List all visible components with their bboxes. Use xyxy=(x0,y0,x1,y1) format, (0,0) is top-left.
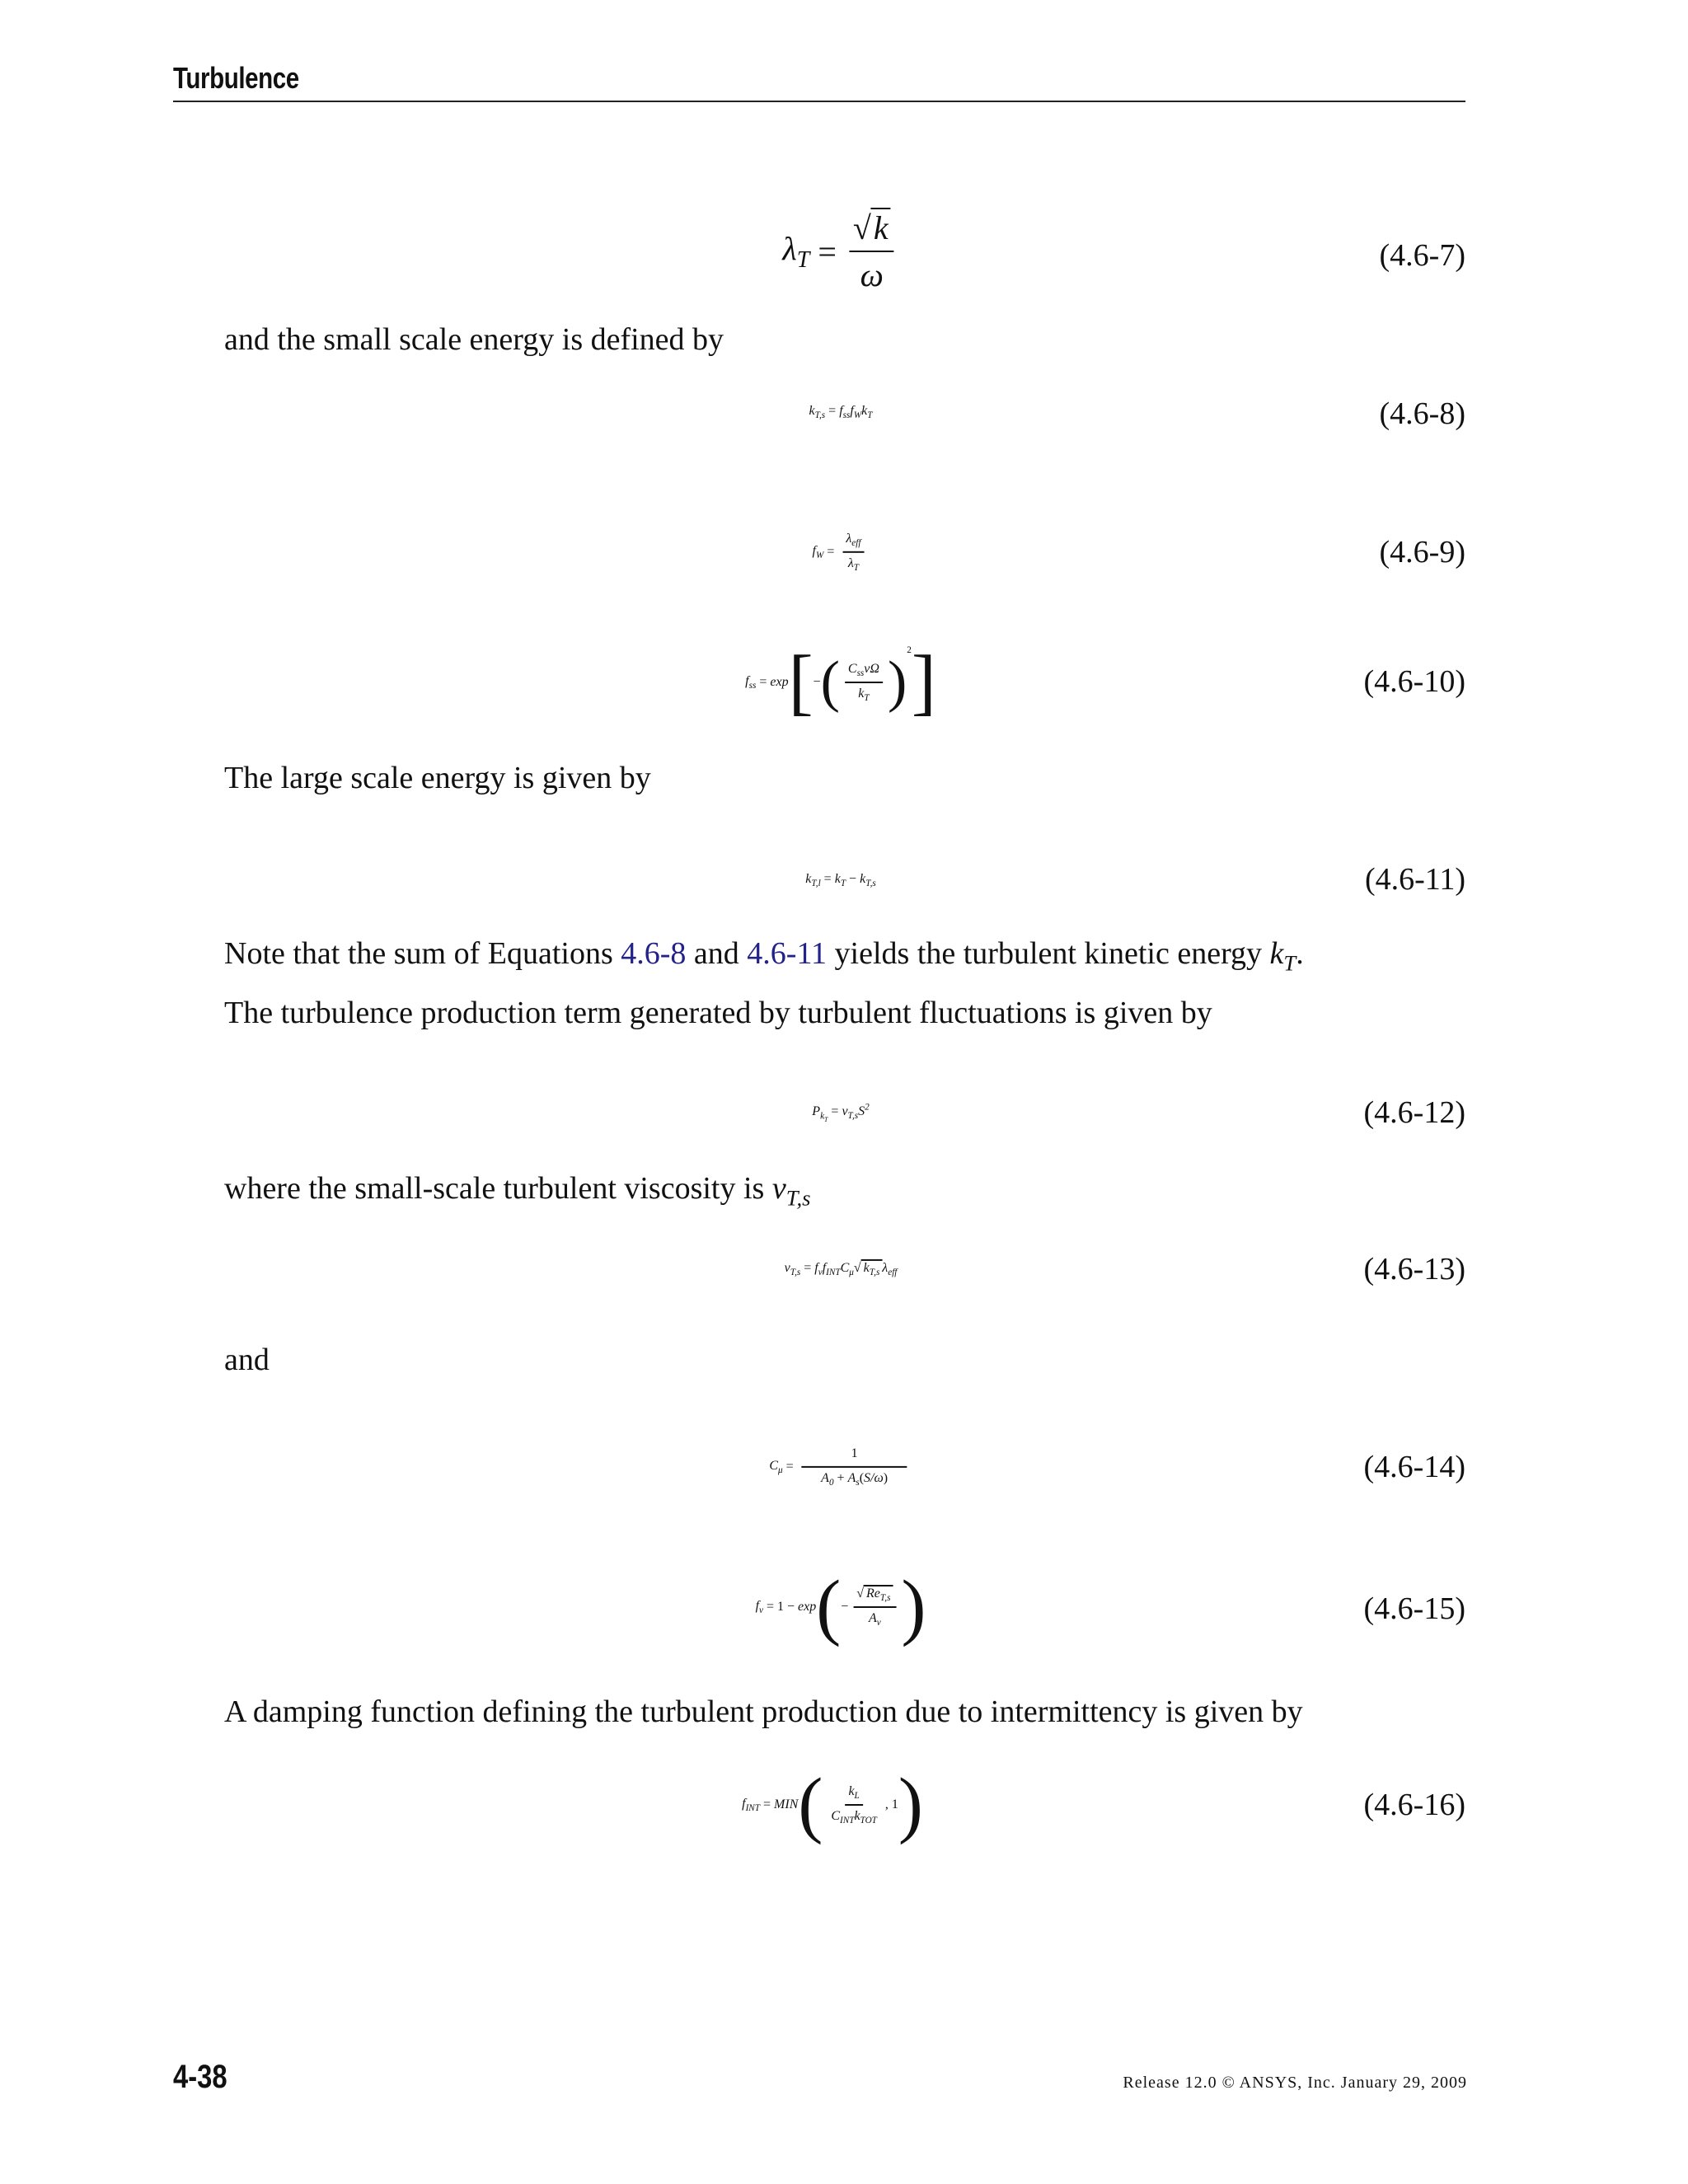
equation-4-6-14: $C_\mu$ = $\frac{1}{A_0 + A_s(S/\omega)}$ xyxy=(769,1446,912,1488)
equation-link-4-6-8[interactable]: 4.6-8 xyxy=(621,936,687,971)
paragraph-text: The large scale energy is given by xyxy=(224,761,651,795)
equation-number: (4.6-12) xyxy=(1363,1095,1465,1130)
paragraph-segment: yields the turbulent kinetic energy xyxy=(827,936,1270,971)
equation-link-4-6-11[interactable]: 4.6-11 xyxy=(747,936,828,971)
equation-4-6-13: $\nu_{T,s} = f_\nu f_{INT}C_\mu$ √ $k_{T,s}$ $\lambda_{eff}$ xyxy=(784,1260,898,1278)
equation-number: (4.6-15) xyxy=(1363,1591,1465,1626)
paragraph-segment: Note that the sum of Equations xyxy=(224,936,621,971)
paragraph-segment: and xyxy=(686,936,748,971)
equation-number: (4.6-9) xyxy=(1379,535,1465,569)
equation-4-6-15: $f_\nu$ = 1 − exp ( − $\frac{√ Re_{T,s}}{A_\nu}$ ) xyxy=(755,1566,926,1647)
paragraph-text: where the small-scale turbulent viscosity is $\nu_{T,s}$ xyxy=(224,1171,811,1211)
paragraph-text: and the small scale energy is defined by xyxy=(224,322,724,357)
page-number: 4-38 xyxy=(173,2059,227,2095)
paragraph-text: The turbulence production term generated by turbulent fluctuations is given by xyxy=(224,996,1212,1030)
equation-number: (4.6-11) xyxy=(1364,862,1465,897)
running-header: Turbulence xyxy=(173,61,299,95)
equation-4-6-16: $f_{INT}$ = MIN ( $\frac{k_L}{C_{INT}k_{TOT}}$ , 1 ) xyxy=(742,1764,923,1845)
equation-number: (4.6-10) xyxy=(1363,664,1465,699)
header-rule xyxy=(173,101,1465,102)
paragraph-text: and xyxy=(224,1343,270,1377)
equation-number: (4.6-16) xyxy=(1363,1788,1465,1822)
release-footer: Release 12.0 © ANSYS, Inc. January 29, 2009 xyxy=(1123,2074,1467,2092)
equation-number: (4.6-13) xyxy=(1363,1252,1465,1286)
equation-4-6-7: $\lambda_T$ = $\frac{√k}{\omega}$ xyxy=(782,209,898,294)
equation-number: (4.6-7) xyxy=(1379,238,1465,273)
equation-number: (4.6-14) xyxy=(1363,1450,1465,1484)
equation-4-6-8: $k_{T,s} = f_{ss}f_Wk_T$ xyxy=(809,403,873,421)
equation-4-6-9: $f_W$ = $\frac{\lambda_{eff}}{\lambda_T}$ xyxy=(813,532,870,573)
paragraph-text: Note that the sum of Equations 4.6-8 and 4.6-11 yields the turbulent kinetic energy $k_T$. xyxy=(224,936,1304,976)
equation-4-6-10: $f_{ss}$ = exp [ − ( $\frac{C_{ss}\nu\Omega}{k_T}$ ) $^2$ ] xyxy=(745,641,936,723)
equation-number: (4.6-8) xyxy=(1379,396,1465,431)
paragraph-text: A damping function defining the turbulent production due to intermittency is given by xyxy=(224,1694,1303,1729)
equation-4-6-11: $k_{T,l} = k_T - k_{T,s}$ xyxy=(805,871,876,889)
equation-4-6-12: $P_{k_T} = \nu_{T,s}S^2$ xyxy=(812,1102,870,1123)
paragraph-segment: where the small-scale turbulent viscosity is xyxy=(224,1171,772,1206)
